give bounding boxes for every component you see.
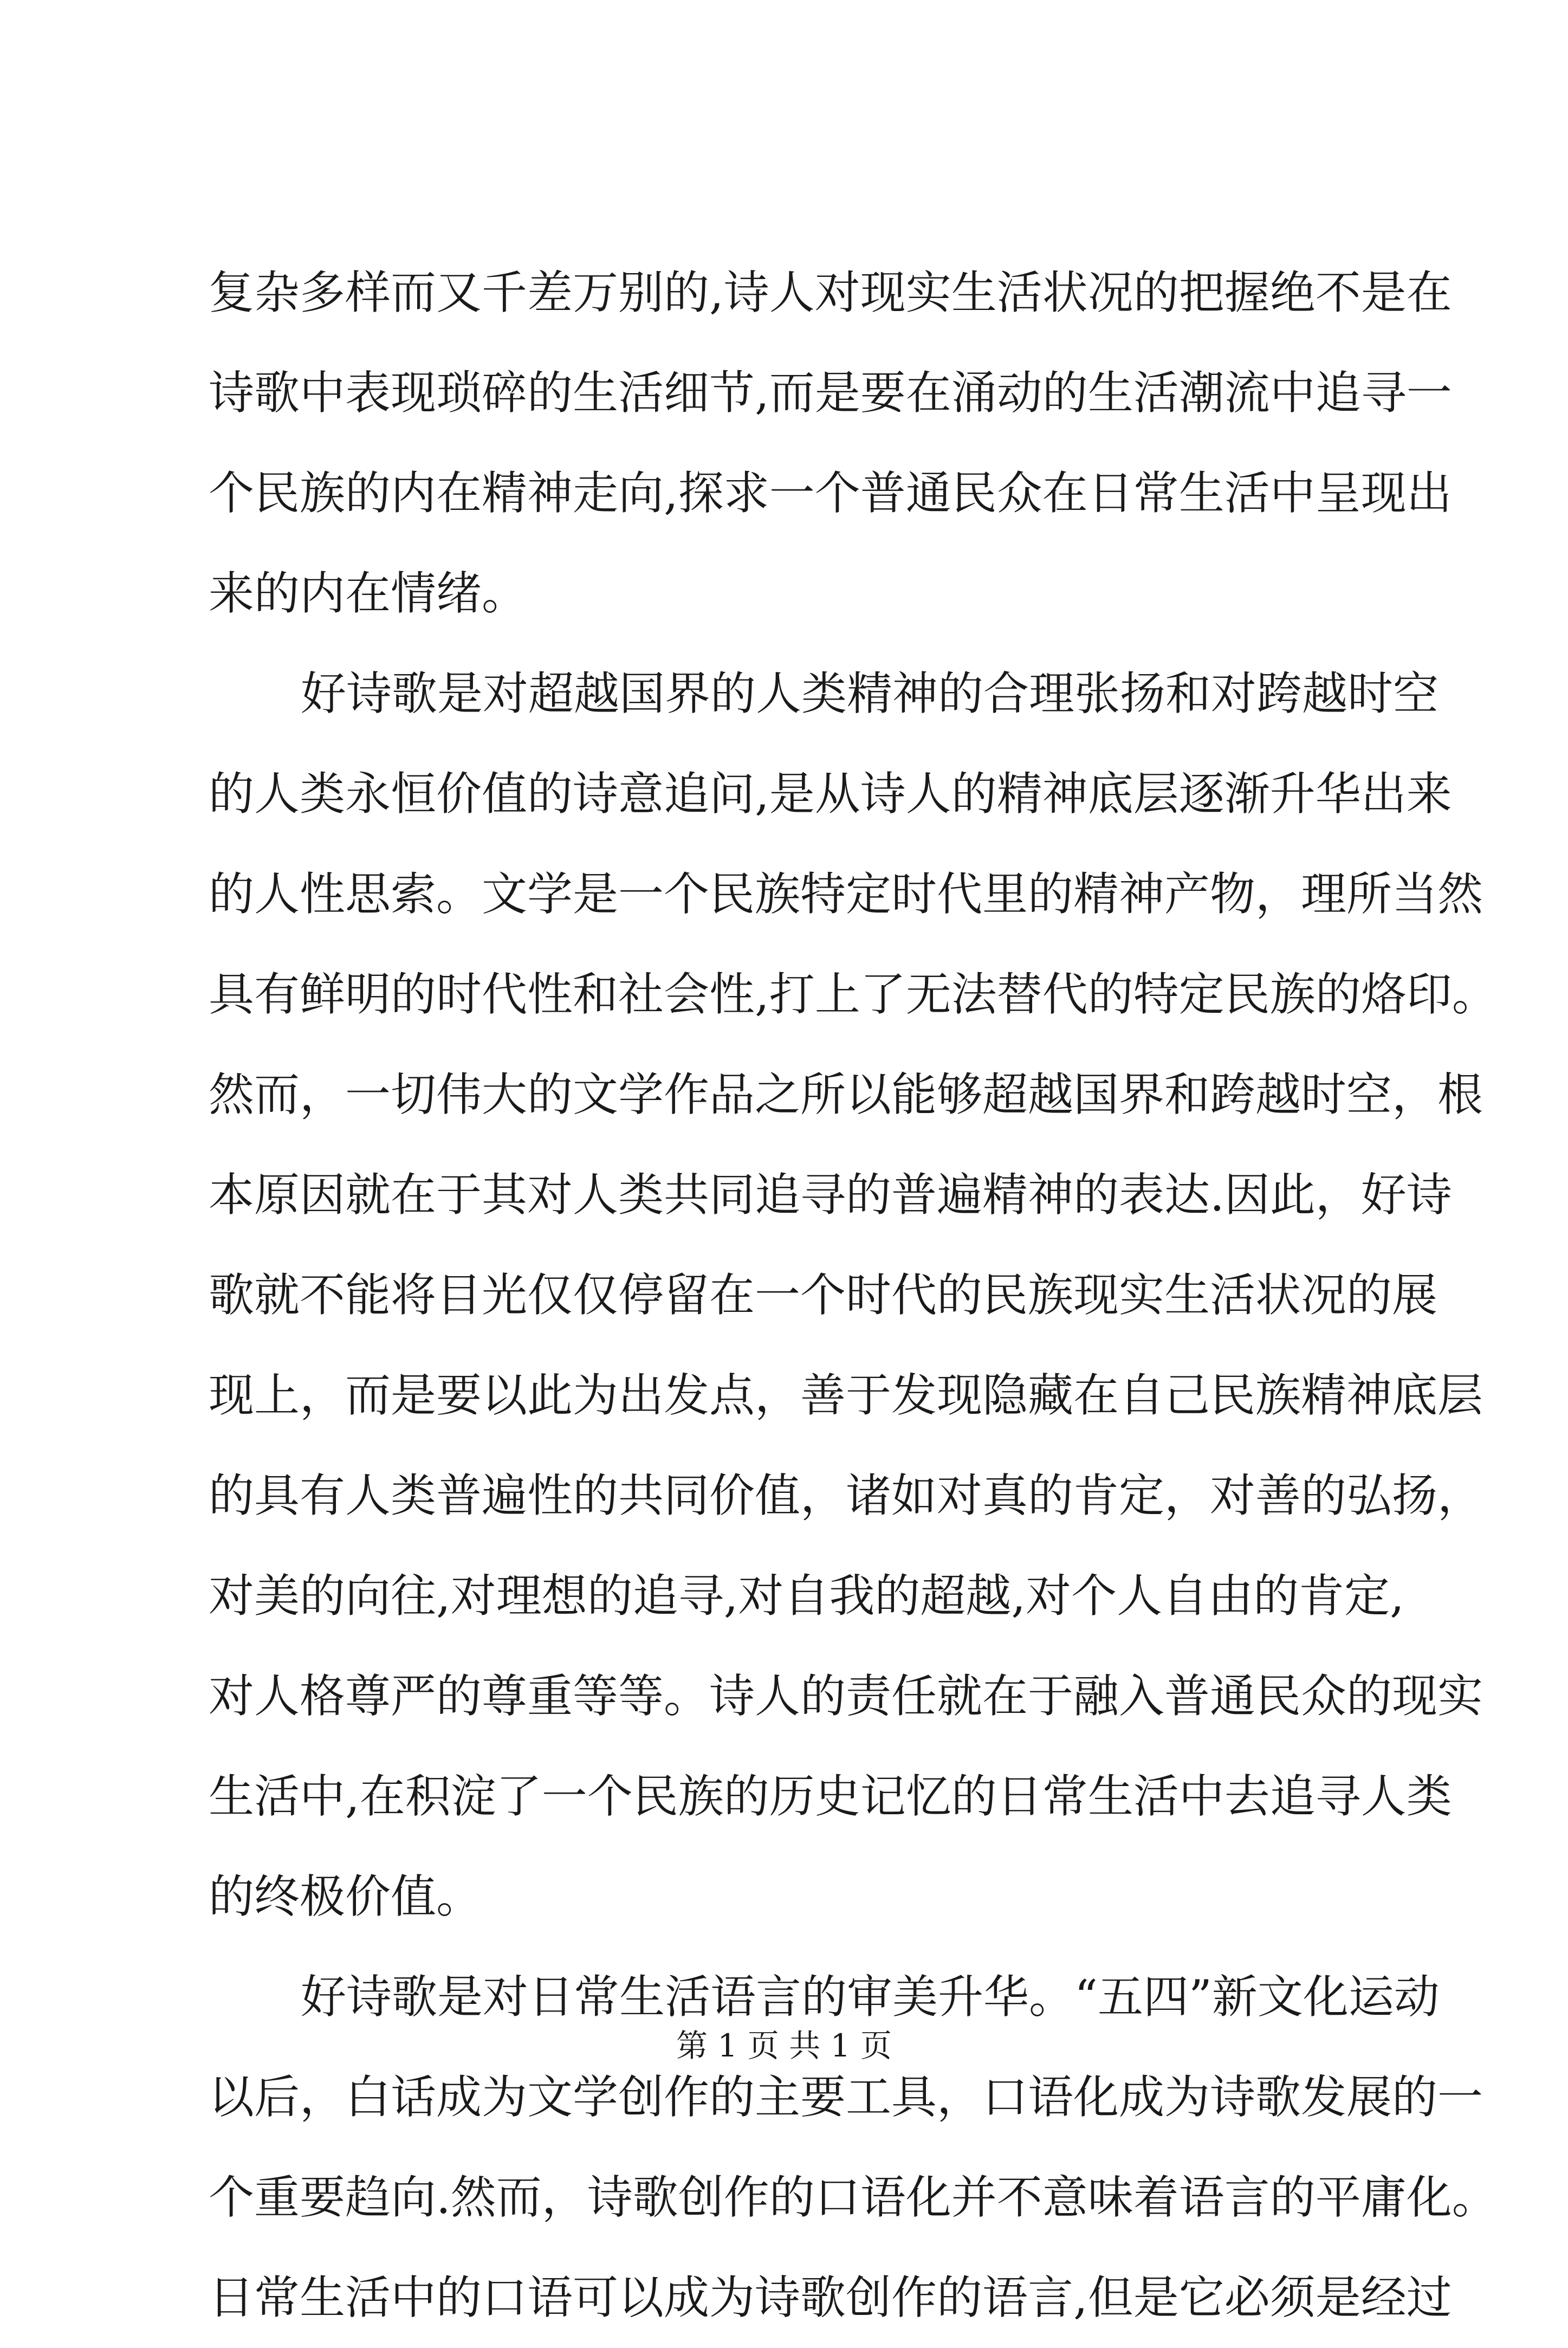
text-line-1: 复杂多样而又千差万别的,诗人对现实生活状况的把握绝不是在: [209, 266, 1452, 319]
text-line-11: 歌就不能将目光仅仅停留在一个时代的民族现实生活状况的展: [209, 1269, 1438, 1322]
text-line-12: 现上，而是要以此为出发点，善于发现隐藏在自己民族精神底层: [209, 1369, 1483, 1422]
text-line-20: 个重要趋向.然而，诗歌创作的口语化并不意味着语言的平庸化。: [209, 2171, 1498, 2224]
page-footer: 第 1 页 共 1 页: [676, 2027, 892, 2064]
text-line-13: 的具有人类普遍性的共同价值，诸如对真的肯定，对善的弘扬，: [209, 1469, 1483, 1522]
text-line-8: 具有鲜明的时代性和社会性,打上了无法替代的特定民族的烙印。: [209, 968, 1498, 1021]
text-line-19: 以后，白话成为文学创作的主要工具，口语化成为诗歌发展的一: [209, 2071, 1483, 2124]
text-line-3: 个民族的内在精神走向,探求一个普通民众在日常生活中呈现出: [209, 467, 1452, 520]
text-line-2: 诗歌中表现琐碎的生活细节,而是要在涌动的生活潮流中追寻一: [209, 366, 1452, 419]
text-line-17: 的终极价值。: [209, 1870, 482, 1923]
text-line-14: 对美的向往,对理想的追寻,对自我的超越,对个人自由的肯定,: [209, 1569, 1404, 1622]
text-line-7: 的人性思索。文学是一个民族特定时代里的精神产物，理所当然: [209, 868, 1483, 921]
text-line-6: 的人类永恒价值的诗意追问,是从诗人的精神底层逐渐升华出来: [209, 767, 1452, 820]
text-line-18: 好诗歌是对日常生活语言的审美升华。“五四”新文化运动: [301, 1970, 1440, 2023]
text-line-4: 来的内在情绪。: [209, 567, 528, 620]
text-line-5: 好诗歌是对超越国界的人类精神的合理张扬和对跨越时空: [301, 667, 1439, 720]
text-line-10: 本原因就在于其对人类共同追寻的普遍精神的表达.因此，好诗: [209, 1168, 1452, 1221]
text-line-9: 然而，一切伟大的文学作品之所以能够超越国界和跨越时空，根: [209, 1068, 1483, 1121]
text-line-21: 日常生活中的口语可以成为诗歌创作的语言,但是它必须是经过: [209, 2271, 1452, 2324]
text-line-16: 生活中,在积淀了一个民族的历史记忆的日常生活中去追寻人类: [209, 1770, 1452, 1823]
text-line-15: 对人格尊严的尊重等等。诗人的责任就在于融入普通民众的现实: [209, 1670, 1483, 1723]
